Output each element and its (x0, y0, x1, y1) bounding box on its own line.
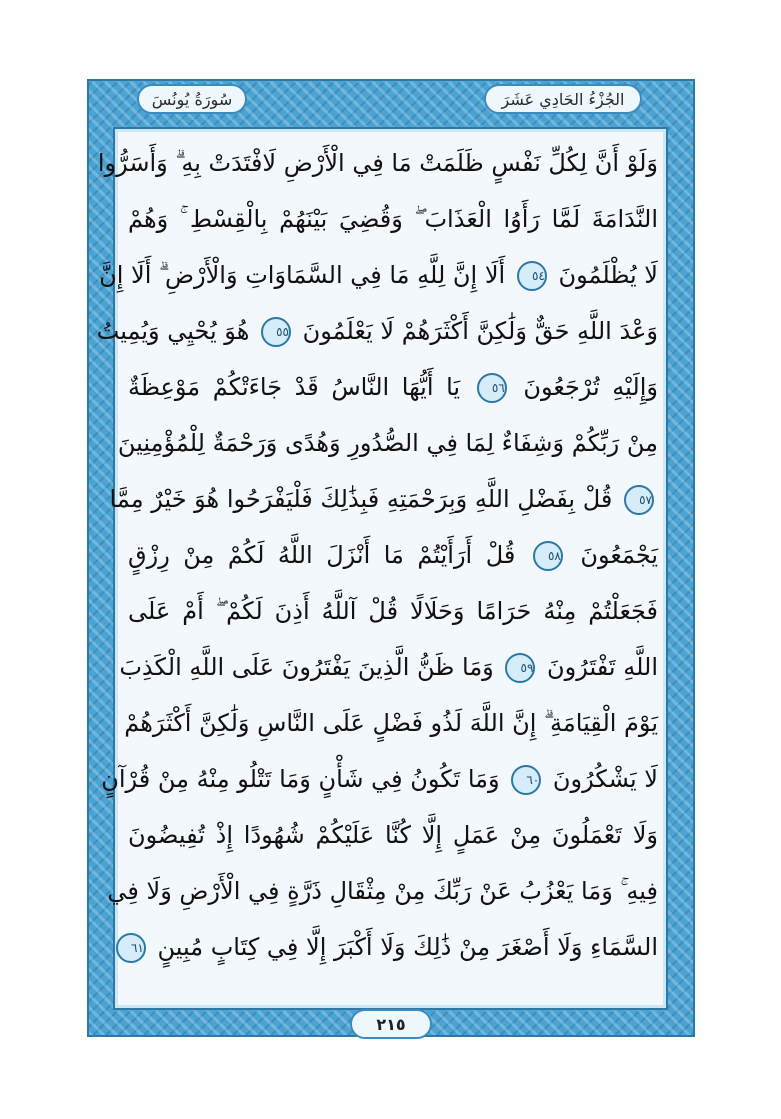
ayah-number-marker: ٦١ (116, 933, 146, 963)
ayah-number-marker: ٥٦ (477, 373, 507, 403)
ayah-number-marker: ٥٥ (261, 317, 291, 347)
verse-line: وَلَوْ أَنَّ لِكُلِّ نَفْسٍ ظَلَمَتْ مَا فِي الْأَرْضِ لَافْتَدَتْ بِهِ ۗ وَأَسَرُّوا (97, 149, 658, 177)
ayah-number-marker: ٥٧ (624, 485, 654, 515)
page-number: ٢١٥ (376, 1014, 406, 1034)
ayah-number-marker: ٥٤ (517, 261, 547, 291)
ayah-number-marker: ٥٩ (505, 653, 535, 683)
surah-name-plate (137, 84, 247, 114)
verse-line: ٥٧ قُلْ بِفَضْلِ اللَّهِ وَبِرَحْمَتِهِ فَبِذَٰلِكَ فَلْيَفْرَحُوا هُوَ خَيْرٌ مِمَّا (109, 485, 652, 513)
page-number-plate (350, 1009, 432, 1039)
verse-line: فِيهِ ۚ وَمَا يَعْزُبُ عَنْ رَبِّكَ مِنْ مِثْقَالِ ذَرَّةٍ فِي الْأَرْضِ وَلَا فِي (107, 877, 658, 905)
ayah-number-marker: ٦٠ (511, 765, 541, 795)
verse-line: وَعْدَ اللَّهِ حَقٌّ وَلَٰكِنَّ أَكْثَرَهُمْ لَا يَعْلَمُونَ ٥٥ هُوَ يُحْيِي وَيُمِيتُ (96, 317, 658, 345)
verse-line: يَوْمَ الْقِيَامَةِ ۗ إِنَّ اللَّهَ لَذُو فَضْلٍ عَلَى النَّاسِ وَلَٰكِنَّ أَكْثَرَهُمْ (124, 709, 658, 737)
ayah-number-marker: ٥٨ (533, 541, 563, 571)
verse-line: فَجَعَلْتُمْ مِنْهُ حَرَامًا وَحَلَالًا قُلْ آللَّهُ أَذِنَ لَكُمْ ۖ أَمْ عَلَى (128, 597, 658, 625)
surah-name: سُورَةُ يُونُسَ (151, 89, 233, 109)
verse-line: لَا يُظْلَمُونَ ٥٤ أَلَا إِنَّ لِلَّهِ مَا فِي السَّمَاوَاتِ وَالْأَرْضِ ۗ أَلَا إِنَّ (99, 261, 658, 289)
verse-line: وَإِلَيْهِ تُرْجَعُونَ ٥٦ يَا أَيُّهَا النَّاسُ قَدْ جَاءَتْكُمْ مَوْعِظَةٌ (128, 373, 658, 401)
verse-line: اللَّهِ تَفْتَرُونَ ٥٩ وَمَا ظَنُّ الَّذِينَ يَفْتَرُونَ عَلَى اللَّهِ الْكَذِبَ (119, 653, 658, 681)
verse-line: وَلَا تَعْمَلُونَ مِنْ عَمَلٍ إِلَّا كُنَّا عَلَيْكُمْ شُهُودًا إِذْ تُفِيضُونَ (128, 821, 658, 849)
verse-line: لَا يَشْكُرُونَ ٦٠ وَمَا تَكُونُ فِي شَأْنٍ وَمَا تَتْلُو مِنْهُ مِنْ قُرْآنٍ (101, 765, 658, 793)
verse-lines (96, 135, 658, 975)
verse-line: السَّمَاءِ وَلَا أَصْغَرَ مِنْ ذَٰلِكَ وَلَا أَكْبَرَ إِلَّا فِي كِتَابٍ مُبِينٍ ٦١ (128, 919, 658, 975)
verse-line: مِنْ رَبِّكُمْ وَشِفَاءٌ لِمَا فِي الصُّدُورِ وَهُدًى وَرَحْمَةٌ لِلْمُؤْمِنِينَ (117, 429, 658, 457)
verse-line: يَجْمَعُونَ ٥٨ قُلْ أَرَأَيْتُمْ مَا أَنْزَلَ اللَّهُ لَكُمْ مِنْ رِزْقٍ (128, 541, 658, 569)
verse-line: النَّدَامَةَ لَمَّا رَأَوُا الْعَذَابَ ۖ وَقُضِيَ بَيْنَهُمْ بِالْقِسْطِ ۚ وَهُمْ (128, 205, 658, 233)
juz-name-plate (484, 84, 642, 114)
juz-name: الجُزْءُ الحَادِي عَشَرَ (501, 89, 625, 109)
